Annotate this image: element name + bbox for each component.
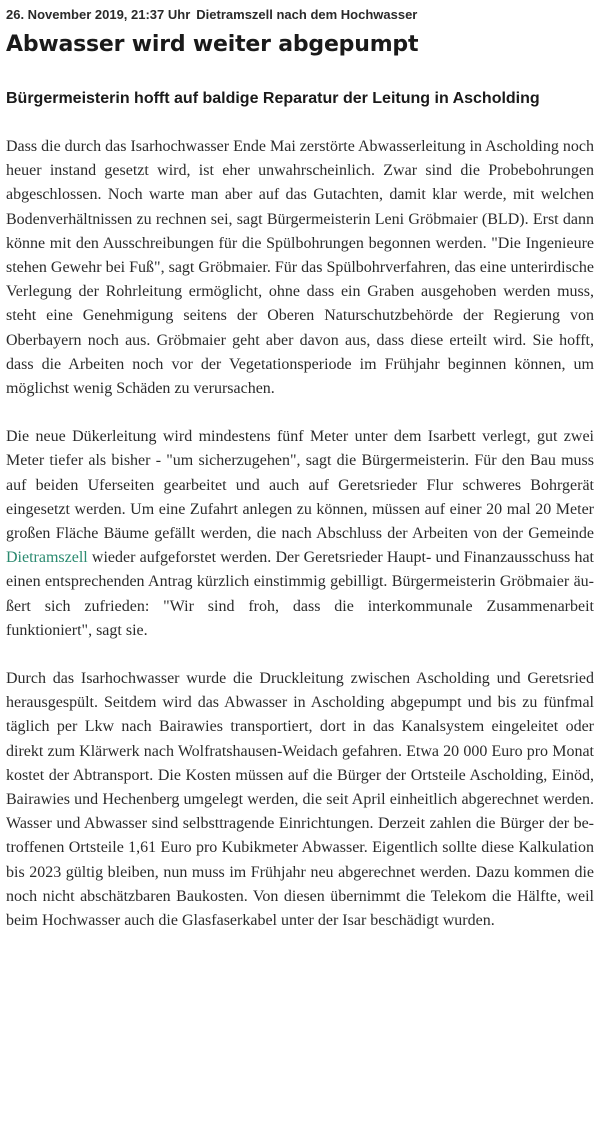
paragraph-2-text-start: Die neue Dükerleitung wird mindestens fünf Meter unter dem Isarbett verlegt, gut zwei Meter tiefer als bisher - "um sicherzugehen", sagt die Bürgermeisterin. Für den Bau muss auf beiden Uferseiten gearbeitet und auch auf Geretsrieder Flur schweres Bohrgerät eingesetzt werden. Um eine Zufahrt anlegen zu können, müssen auf einer 20 mal 20 Meter großen Fläche Bäume gefällt werden, die nach Abschluss der Arbeiten von der Gemeinde <box>6 428 594 543</box>
publish-date: 26. November 2019, 21:37 Uhr <box>6 7 191 22</box>
article <box>6 6 594 957</box>
article-subheadline: Bürgermeisterin hofft auf baldige Reparatur der Leitung in Ascholding <box>6 90 540 107</box>
article-headline: Abwasser wird weiter abgepumpt <box>6 32 419 57</box>
article-kicker: Dietramszell nach dem Hochwasser <box>196 7 418 22</box>
article-meta <box>6 6 594 24</box>
dietramszell-link[interactable]: Dietramszell <box>6 549 88 567</box>
paragraph-1: Dass die durch das Isarhochwasser Ende Mai zerstörte Abwasserleitung in Ascholding noch heuer instand gesetzt wird, ist eher unwahrscheinlich. Zwar sind die Probebohrungen abgeschlossen. Noch warte man aber auf das Gutachten, damit klar werde, mit welchen Bodenverhältnissen zu rechnen sei, sagt Bürgermeisterin Leni Gröbmaier (BLD). Erst dann könne mit den Ausschreibungen für die Spülbohrungen begonnen werden. "Die Ingenieure stehen Gewehr bei Fuß", sagt Gröbmaier. Für das Spülbohrverfahren, das eine unterirdische Verlegung der Rohrleitung ermöglicht, ohne dass ein Graben ausgehoben werden muss, steht eine Genehmigung seitens der Oberen Naturschutzbehörde der Regierung von Oberbayern noch aus. Gröbmaier geht aber davon aus, dass diese erteilt wird. Sie hofft, dass die Arbeiten noch vor der Vegetationsperiode im Frühjahr beginnen können, um möglichst wenig Schäden zu verursachen. <box>6 138 594 398</box>
paragraph-2-text-end: wieder aufgeforstet werden. Der Geretsrieder Haupt- und Finanzausschuss hat einen entsprechenden Antrag kürzlich einstimmig gebilligt. Bürgermeisterin Gröbmaier äußert sich zufrieden: "Wir sind froh, dass die interkommunale Zusammenarbeit funktioniert", sagt sie. <box>6 549 594 639</box>
paragraph-3: Durch das Isarhochwasser wurde die Druckleitung zwischen Ascholding und Geretsried herausgespült. Seitdem wird das Abwasser in Ascholding abgepumpt und bis zu fünfmal täglich per Lkw nach Bairawies transportiert, dort in das Kanalsystem eingeleitet oder direkt zum Klärwerk nach Wolfratshausen-Weidach gefahren. Etwa 20 000 Euro pro Monat kostet der Abtransport. Die Kosten müssen auf die Bürger der Ortsteile Ascholding, Einöd, Bairawies und Hechenberg umgelegt werden, die seit April einheitlich abgerechnet werden. Wasser und Abwasser sind selbsttragende Einrichtungen. Derzeit zahlen die Bürger der betroffenen Ortsteile 1,61 Euro pro Kubikmeter Abwasser. Eigentlich sollte diese Kalkulation bis 2023 gültig bleiben, nun muss im Frühjahr neu abgerechnet werden. Dazu kommen die noch nicht abschätzbaren Baukosten. Von diesen übernimmt die Telekom die Hälfte, weil beim Hochwasser auch die Glasfaserkabel unter der Isar beschädigt wurden. <box>6 670 594 930</box>
article-body <box>6 135 594 933</box>
paragraph-2 <box>6 425 594 643</box>
